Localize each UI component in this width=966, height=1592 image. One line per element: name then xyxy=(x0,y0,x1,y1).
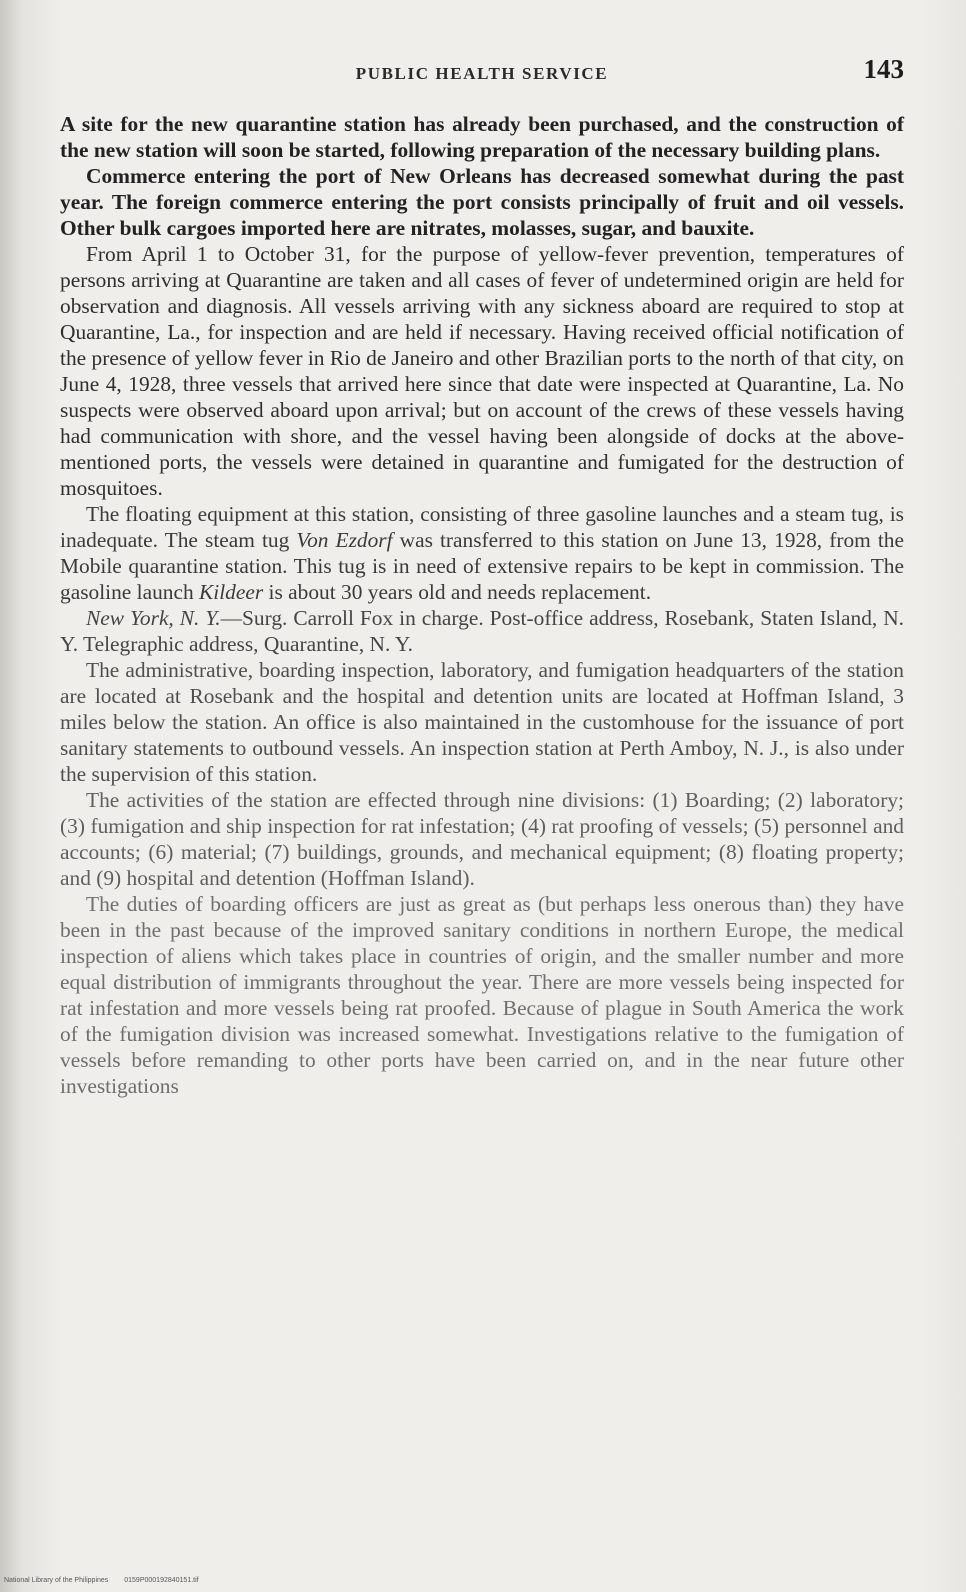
paragraph-floating-equipment xyxy=(60,501,904,605)
scan-footer xyxy=(4,1577,199,1584)
station-details: —Surg. Carroll Fox in charge. Post-office address, Rosebank, Staten Island, N. Y. Telegraphic address, Quarantine, N. Y. xyxy=(60,606,904,656)
page-number: 143 xyxy=(863,54,904,84)
paragraph-boarding-duties: The duties of boarding officers are just as great as (but perhaps less onerous than) they have been in the past because of the improved sanitary conditions in northern Europe, the medical inspection of aliens which takes place in countries of origin, and the smaller number and more equal distribution of immigrants throughout the year. There are more vessels being inspected for rat infestation and more vessels being rat proofed. Because of plague in South America the work of the fumigation division was increased somewhat. Investigations relative to the fumigation of vessels before remanding to other ports have been carried on, and in the near future other investigations xyxy=(60,892,904,1098)
library-credit: National Library of the Philippines xyxy=(4,1577,109,1584)
paragraph-new-york-station xyxy=(60,605,904,657)
ship-name-von-ezdorf: Von Ezdorf xyxy=(296,528,393,552)
page-header xyxy=(60,54,904,94)
paragraph-divisions: The activities of the station are effected through nine divisions: (1) Boarding; (2) laboratory; (3) fumigation and ship inspection for rat infestation; (4) rat proofing of vessels; (5) personnel and accounts; (6) material; (7) buildings, grounds, and mechanical equipment; (8) floating property; and (9) hospital and detention (Hoffman Island). xyxy=(60,788,904,890)
floating-equipment-text-2: was transferred to this station on June 13, 1928, from the Mobile quarantine station. This tug is in need of extensive repairs to be kept in commission. The gasoline launch xyxy=(60,528,904,604)
station-name: New York, N. Y. xyxy=(86,606,221,630)
paragraph-yellow-fever: From April 1 to October 31, for the purpose of yellow-fever prevention, temperatures of persons arriving at Quarantine are taken and all cases of fever of undetermined origin are held for observation and diagnosis. All vessels arriving with any sickness aboard are required to stop at Quarantine, La., for inspection and are held if necessary. Having received official notification of the presence of yellow fever in Rio de Janeiro and other Brazilian ports to the north of that city, on June 4, 1928, three vessels that arrived here since that date were inspected at Quarantine, La. No suspects were observed aboard upon arrival; but on account of the crews of these vessels having had communication with shore, and the vessel having been alongside of docks at the above-mentioned ports, the vessels were detained in quarantine and fumigated for the destruction of mosquitoes. xyxy=(60,242,904,500)
ship-name-kildeer: Kildeer xyxy=(199,580,264,604)
paragraph-headquarters: The administrative, boarding inspection, laboratory, and fumigation headquarters of the station are located at Rosebank and the hospital and detention units are located at Hoffman Island, 3 miles below the station. An office is also maintained in the customhouse for the issuance of port sanitary statements to outbound vessels. An inspection station at Perth Amboy, N. J., is also under the supervision of this station. xyxy=(60,658,904,786)
body-text xyxy=(60,111,904,1099)
scan-id: 0159P000192840151.tif xyxy=(124,1577,199,1584)
floating-equipment-text: The floating equipment at this station, consisting of three gasoline launches and a steam tug, is inadequate. The steam tug xyxy=(60,502,904,552)
floating-equipment-text-3: is about 30 years old and needs replacement. xyxy=(263,580,652,604)
running-title: PUBLIC HEALTH SERVICE xyxy=(355,64,609,83)
paragraph-commerce: Commerce entering the port of New Orleans has decreased somewhat during the past year. The foreign commerce entering the port consists principally of fruit and oil vessels. Other bulk cargoes imported here are nitrates, molasses, sugar, and bauxite. xyxy=(60,164,904,240)
paragraph-quarantine-site: A site for the new quarantine station has already been purchased, and the construction of the new station will soon be started, following preparation of the necessary building plans. xyxy=(60,112,904,162)
